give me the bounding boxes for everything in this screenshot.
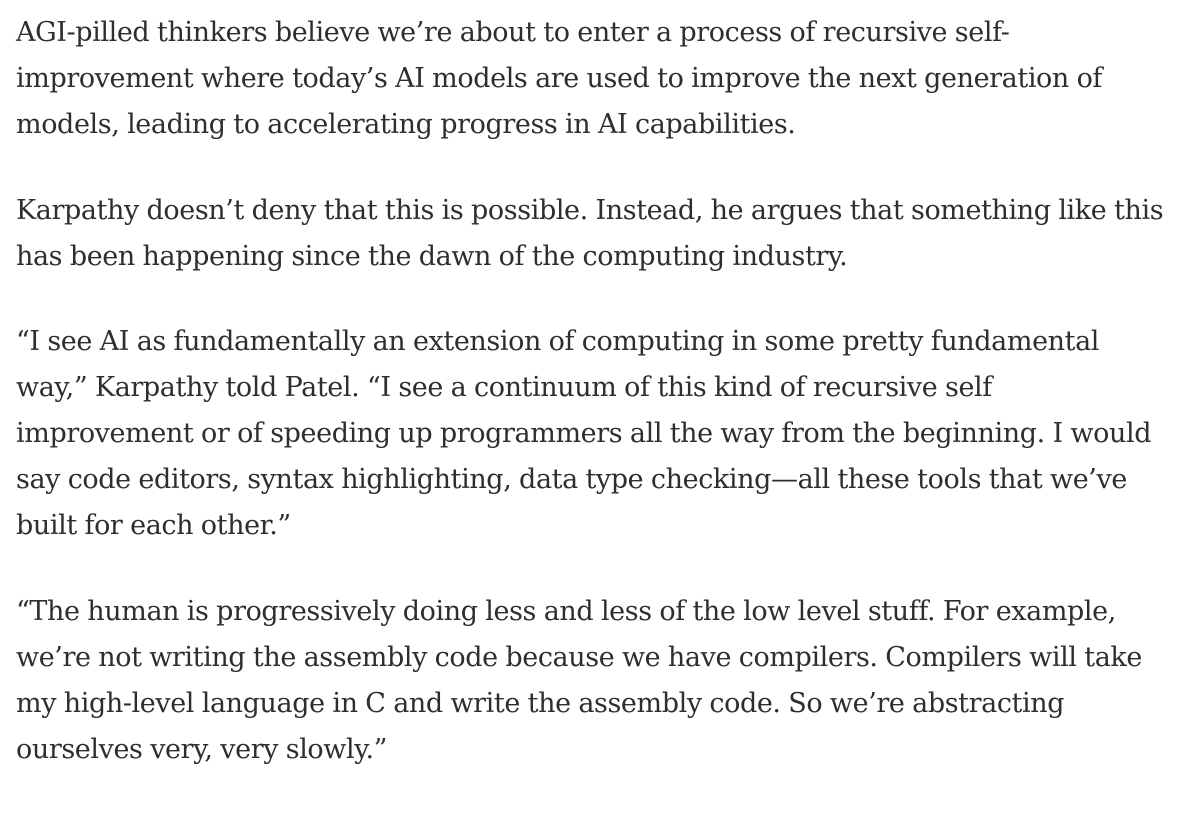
text-line: “The human is progressively doing less and less of the low level stuff. For example, (16, 596, 1116, 627)
text-line: improvement or of speeding up programmers all the way from the beginning. I would (16, 418, 1152, 449)
paragraph-karpathy-view (16, 188, 1200, 280)
text-line: we’re not writing the assembly code because we have compilers. Compilers will take (16, 642, 1142, 673)
text-line: ourselves very, very slowly.” (16, 734, 388, 765)
text-line: improvement where today’s AI models are used to improve the next generation of (16, 63, 1103, 94)
text-line: has been happening since the dawn of the computing industry. (16, 241, 848, 272)
paragraph-quote-compilers (16, 589, 1200, 773)
text-line: Karpathy doesn’t deny that this is possible. Instead, he argues that something like this (16, 195, 1164, 226)
text-line: built for each other.” (16, 510, 291, 541)
text-line: models, leading to accelerating progress in AI capabilities. (16, 109, 796, 140)
paragraph-quote-computing (16, 319, 1200, 549)
text-line: AGI-pilled thinkers believe we’re about to enter a process of recursive self- (16, 17, 1010, 48)
text-line: way,” Karpathy told Patel. “I see a continuum of this kind of recursive self (16, 372, 992, 403)
text-line: “I see AI as fundamentally an extension of computing in some pretty fundamental (16, 326, 1100, 357)
paragraph-recursive-self-improvement (16, 10, 1200, 148)
text-line: say code editors, syntax highlighting, data type checking—all these tools that we’ve (16, 464, 1127, 495)
text-line: my high-level language in C and write the assembly code. So we’re abstracting (16, 688, 1065, 719)
